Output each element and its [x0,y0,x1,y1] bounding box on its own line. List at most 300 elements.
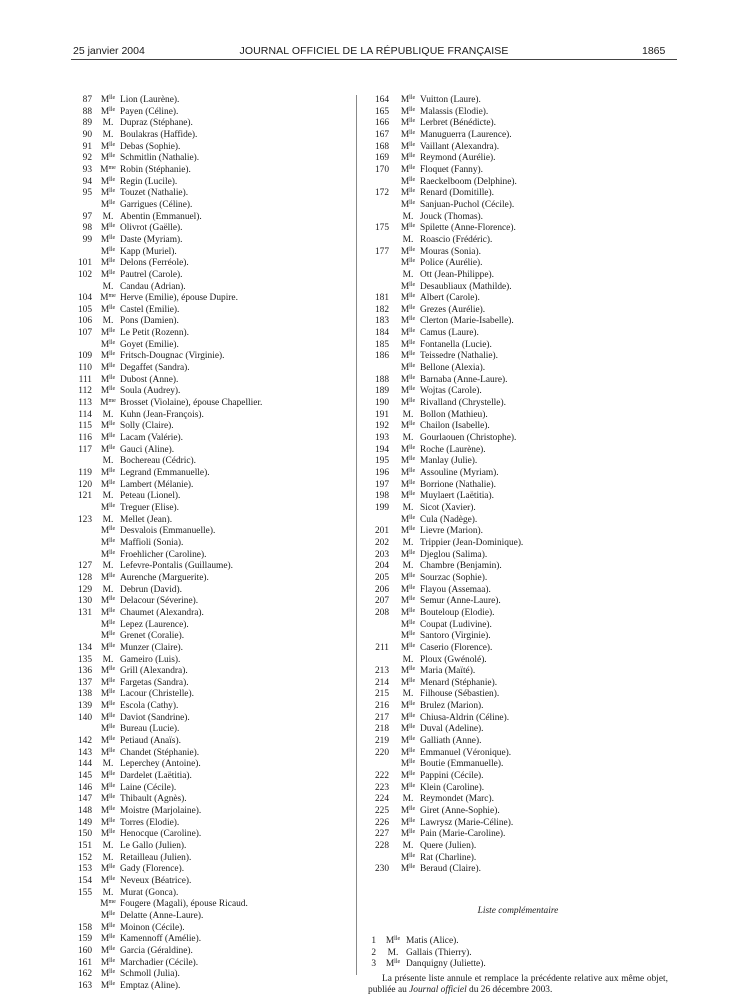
person-name: Moinon (Cécile). [120,922,185,933]
list-item [72,270,344,282]
civility-title: $M^{lle}$ [100,724,116,735]
civility-title: $M^{lle}$ [100,782,116,793]
rank-number: 224 [374,794,389,805]
civility-title: $M^{lle}$ [385,936,401,946]
list-item [368,153,668,165]
person-name: Fritsch-Dougnac (Virginie). [120,351,225,362]
person-name: Police (Aurélie). [420,258,483,269]
rank-number: 169 [374,153,389,164]
civility-title: $M^{lle}$ [400,106,416,117]
rank-number: 208 [374,607,389,618]
civility-title: $M^{lle}$ [400,852,416,863]
civility-title: $M^{lle}$ [400,631,416,642]
civility-title: $M^{lle}$ [400,199,416,210]
civility-title: M. [102,561,114,572]
list-item [368,864,668,876]
civility-title: $M^{lle}$ [400,526,416,537]
person-name: Gady (Florence). [120,864,185,875]
list-item [72,316,344,328]
list-item [368,771,668,783]
list-item [368,398,668,410]
civility-title: $M^{lle}$ [400,95,416,105]
civility-title: $M^{lle}$ [400,864,416,875]
list-item [72,398,344,410]
list-item [368,596,668,608]
person-name: Roche (Laurène). [420,444,486,455]
person-name: Grezes (Aurélie). [420,304,486,315]
list-item [368,794,668,806]
rank-number: 165 [374,106,389,117]
rank-number: 160 [77,945,92,956]
person-name: Brosset (Violaine), épouse Chapellier. [120,398,263,409]
list-item [368,713,668,725]
civility-title: $M^{lle}$ [100,258,116,269]
civility-title: M. [402,502,414,513]
civility-title: $M^{lle}$ [400,118,416,129]
civility-title: $M^{lle}$ [100,572,116,583]
rank-number: 127 [77,561,92,572]
person-name: Sanjuan-Puchol (Cécile). [420,199,515,210]
civility-title: $M^{me}$ [100,293,116,304]
list-item [368,282,668,294]
civility-title: $M^{lle}$ [400,701,416,712]
civility-title: $M^{lle}$ [100,234,116,245]
civility-title: M. [102,514,114,525]
person-name: Wojtas (Carole). [420,386,482,397]
rank-number: 168 [374,141,389,152]
list-item [368,107,668,119]
list-item [72,596,344,608]
rank-number: 143 [77,747,92,758]
person-name: Garcia (Géraldine). [120,945,193,956]
list-item [368,200,668,212]
left-column-list [72,95,344,993]
civility-title: $M^{me}$ [100,398,116,409]
person-name: Coupat (Ludivine). [420,619,492,630]
list-item [368,480,668,492]
list-item [368,538,668,550]
civility-title: M. [102,852,114,863]
civility-title: $M^{lle}$ [100,269,116,280]
person-name: Malassis (Elodie). [420,106,489,117]
list-item [368,118,668,130]
person-name: Legrand (Emmanuelle). [120,468,210,478]
rank-number: 137 [77,677,92,688]
rank-number: 167 [374,129,389,140]
rank-number: 189 [374,386,389,397]
rank-number: 123 [77,514,92,525]
person-name: Sicot (Xavier). [420,502,476,513]
person-name: Le Petit (Rozenn). [120,328,189,339]
list-item [72,223,344,235]
civility-title: M. [102,841,114,851]
person-name: Emmanuel (Véronique). [420,747,512,758]
list-item [72,375,344,387]
list-item [368,655,668,667]
person-name: Clerton (Marie-Isabelle). [420,316,514,327]
list-item [72,573,344,585]
person-name: Lievre (Marion). [420,526,483,537]
civility-title: $M^{lle}$ [100,736,116,747]
list-item [368,351,668,363]
rank-number: 111 [78,374,92,385]
rank-number: 218 [374,724,389,735]
person-name: Moistre (Marjolaine). [120,806,202,817]
civility-title: $M^{lle}$ [100,701,116,712]
rank-number: 177 [374,246,389,257]
rank-number: 135 [77,654,92,665]
rank-number: 129 [77,584,92,595]
civility-title: M. [102,409,114,420]
rank-number: 136 [77,666,92,677]
civility-title: M. [402,537,414,548]
rank-number: 109 [77,351,92,362]
civility-title: $M^{lle}$ [100,957,116,968]
list-item [368,386,668,398]
list-item [368,142,668,154]
person-name: Santoro (Virginie). [420,631,491,642]
person-name: Grenet (Coralie). [120,631,185,642]
civility-title: M. [402,211,414,222]
civility-title: $M^{lle}$ [400,736,416,747]
person-name: Marchadier (Cécile). [120,957,199,968]
person-name: Chambre (Benjamin). [420,561,502,572]
person-name: Retailleau (Julien). [120,852,192,863]
list-item [368,620,668,632]
civility-title: $M^{lle}$ [400,293,416,304]
civility-title: $M^{lle}$ [400,666,416,677]
person-name: Rivalland (Chrystelle). [420,398,506,409]
rank-number: 195 [374,456,389,467]
list-item [72,631,344,643]
civility-title: $M^{lle}$ [100,468,116,478]
rank-number: 97 [82,211,92,222]
list-item [72,736,344,748]
person-name: Bouteloup (Elodie). [420,607,495,618]
civility-title: $M^{lle}$ [100,339,116,350]
civility-title: $M^{lle}$ [400,829,416,840]
civility-title: $M^{lle}$ [100,794,116,805]
civility-title: $M^{lle}$ [400,619,416,630]
rank-number: 145 [77,771,92,782]
civility-title: $M^{lle}$ [400,258,416,269]
civility-title: $M^{lle}$ [400,176,416,187]
person-name: Reymond (Aurélie). [420,153,496,164]
civility-title: $M^{lle}$ [400,304,416,315]
civility-title: M. [402,234,414,245]
civility-title: $M^{lle}$ [100,386,116,397]
rank-number: 131 [77,607,92,618]
civility-title: $M^{lle}$ [400,468,416,478]
rank-number: 214 [374,677,389,688]
list-item [72,386,344,398]
list-item [72,107,344,119]
list-item [368,724,668,736]
list-item [368,608,668,620]
list-item [368,235,668,247]
rank-number: 191 [374,409,389,420]
rank-number: 104 [77,293,92,304]
list-item [72,655,344,667]
rank-number: 155 [77,887,92,898]
list-item [368,212,668,224]
civility-title: $M^{lle}$ [100,689,116,700]
civility-title: $M^{lle}$ [100,246,116,257]
person-name: Roascio (Frédéric). [420,234,493,245]
header-title: JOURNAL OFFICIEL DE LA RÉPUBLIQUE FRANÇAISE [239,45,509,57]
right-column-list [368,95,668,876]
civility-title: $M^{lle}$ [100,969,116,980]
civility-title: $M^{lle}$ [400,351,416,362]
person-name: Petiaud (Anaïs). [120,736,181,747]
list-item [72,981,344,993]
civility-title: $M^{lle}$ [400,759,416,770]
list-item [72,620,344,632]
person-name: Reymondet (Marc). [420,794,494,805]
person-name: Vuitton (Laure). [420,95,481,105]
list-item [368,375,668,387]
person-name: Goyet (Emilie). [120,339,179,350]
person-name: Herve (Emilie), épouse Dupire. [120,293,238,304]
rank-number: 193 [374,433,389,444]
rank-number: 196 [374,468,389,478]
civility-title: M. [102,456,114,467]
person-name: Giret (Anne-Sophie). [420,806,500,817]
list-item [72,351,344,363]
rank-number: 159 [77,934,92,945]
rank-number: 120 [77,479,92,490]
person-name: Lacour (Christelle). [120,689,194,700]
person-name: Fargetas (Sandra). [120,677,189,688]
list-item [368,270,668,282]
rank-number: 89 [82,118,92,129]
civility-title: $M^{lle}$ [100,980,116,991]
person-name: Aurenche (Marguerite). [120,572,209,583]
rank-number: 204 [374,561,389,572]
rank-number: 94 [82,176,92,187]
civility-title: $M^{lle}$ [100,328,116,339]
header-rule [71,59,677,60]
list-item [72,305,344,317]
rank-number: 185 [374,339,389,350]
rank-number: 98 [82,223,92,234]
list-item [72,853,344,865]
header-date: 25 janvier 2004 [73,45,145,57]
list-item [72,713,344,725]
rank-number: 152 [77,852,92,863]
civility-title: $M^{me}$ [100,899,116,910]
person-name: Maria (Maïté). [420,666,476,677]
rank-number: 219 [374,736,389,747]
rank-number: 188 [374,374,389,385]
rank-number: 121 [77,491,92,502]
civility-title: $M^{lle}$ [400,129,416,140]
person-name: Lambert (Mélanie). [120,479,194,490]
rank-number: 106 [77,316,92,327]
person-name: Chiusa-Aldrin (Céline). [420,712,510,723]
civility-title: $M^{lle}$ [400,421,416,432]
civility-title: $M^{lle}$ [400,398,416,409]
civility-title: $M^{lle}$ [400,444,416,455]
person-name: Emptaz (Aline). [120,980,181,991]
list-item [368,959,668,971]
person-name: Djeglou (Salima). [420,549,488,560]
rank-number: 183 [374,316,389,327]
rank-number: 202 [374,537,389,548]
civility-title: $M^{lle}$ [100,806,116,817]
civility-title: $M^{lle}$ [100,596,116,607]
civility-title: $M^{lle}$ [400,549,416,560]
rank-number: 107 [77,328,92,339]
civility-title: M. [102,316,114,327]
rank-number: 164 [374,95,389,105]
list-item [72,759,344,771]
list-item [72,200,344,212]
person-name: Vaillant (Alexandra). [420,141,500,152]
civility-title: $M^{lle}$ [400,782,416,793]
list-item [72,165,344,177]
civility-title: $M^{lle}$ [400,584,416,595]
list-item [368,585,668,597]
list-item [368,806,668,818]
rank-number: 215 [374,689,389,700]
person-name: Boutie (Emmanuelle). [420,759,504,770]
civility-title: $M^{lle}$ [100,945,116,956]
rank-number: 151 [77,841,92,851]
civility-title: $M^{me}$ [100,164,116,175]
civility-title: M. [102,281,114,292]
rank-number: 144 [77,759,92,770]
rank-number: 184 [374,328,389,339]
person-name: Solly (Claire). [120,421,174,432]
page-header [0,45,748,59]
list-item [72,188,344,200]
person-name: Neveux (Béatrice). [120,875,192,886]
civility-title: $M^{lle}$ [100,433,116,444]
person-name: Castel (Emilie). [120,304,180,315]
rank-number: 206 [374,584,389,595]
person-name: Manlay (Julie). [420,456,478,467]
civility-title: M. [102,118,114,129]
rank-number: 147 [77,794,92,805]
civility-title: $M^{lle}$ [400,363,416,374]
person-name: Daviot (Sandrine). [120,712,190,723]
person-name: Chaumet (Alexandra). [120,607,204,618]
civility-title: $M^{lle}$ [400,677,416,688]
list-item [72,95,344,107]
list-item [72,876,344,888]
list-item [72,258,344,270]
person-name: Duval (Adeline). [420,724,484,735]
rank-number: 161 [77,957,92,968]
person-name: Pautrel (Carole). [120,269,183,280]
list-item [72,340,344,352]
list-item [72,864,344,876]
civility-title: $M^{lle}$ [400,491,416,502]
civility-title: $M^{lle}$ [100,95,116,105]
list-item [368,948,668,960]
civility-title: $M^{lle}$ [100,176,116,187]
rank-number: 154 [77,875,92,886]
list-item [72,689,344,701]
list-item [368,433,668,445]
civility-title: M. [102,211,114,222]
rank-number: 198 [374,491,389,502]
person-name: Pappini (Cécile). [420,771,484,782]
list-item [72,969,344,981]
list-item [368,631,668,643]
rank-number: 175 [374,223,389,234]
list-item [72,468,344,480]
civility-title: M. [402,409,414,420]
rank-number: 90 [82,129,92,140]
person-name: Barnaba (Anne-Laure). [420,374,508,385]
list-item [72,724,344,736]
rank-number: 163 [77,980,92,991]
list-item [368,666,668,678]
person-name: Peteau (Lionel). [120,491,181,502]
person-name: Floquet (Fanny). [420,164,484,175]
civility-title: $M^{lle}$ [100,537,116,548]
person-name: Muylaert (Laëtitia). [420,491,494,502]
list-item [72,212,344,224]
rank-number: 92 [82,153,92,164]
civility-title: $M^{lle}$ [100,875,116,886]
civility-title: $M^{lle}$ [400,572,416,583]
rank-number: 194 [374,444,389,455]
person-name: Delacour (Séverine). [120,596,199,607]
person-name: Cula (Nadège). [420,514,478,525]
civility-title: M. [102,491,114,502]
list-item [368,130,668,142]
person-name: Grill (Alexandra). [120,666,188,677]
list-item [368,783,668,795]
civility-title: $M^{lle}$ [400,642,416,653]
person-name: Soula (Audrey). [120,386,181,397]
rank-number: 91 [82,141,92,152]
person-name: Delatte (Anne-Laure). [120,910,204,921]
rank-number: 162 [77,969,92,980]
rank-number: 102 [77,269,92,280]
rank-number: 203 [374,549,389,560]
person-name: Manuguerra (Laurence). [420,129,512,140]
person-name: Candau (Adrian). [120,281,186,292]
list-item [72,818,344,830]
civility-title: $M^{lle}$ [100,642,116,653]
list-item [72,561,344,573]
civility-title: $M^{lle}$ [400,747,416,758]
list-item [72,806,344,818]
person-name: Boulakras (Haffide). [120,129,198,140]
list-item [72,701,344,713]
rank-number: 182 [374,304,389,315]
person-name: Pons (Damien). [120,316,179,327]
person-name: Jouck (Thomas). [420,211,484,222]
rank-number: 140 [77,712,92,723]
civility-title: $M^{lle}$ [400,386,416,397]
civility-title: $M^{lle}$ [100,444,116,455]
civility-title: M. [402,433,414,444]
civility-title: M. [102,654,114,665]
civility-title: M. [402,269,414,280]
list-item [72,247,344,259]
rank-number: 227 [374,829,389,840]
person-name: Lepez (Laurence). [120,619,189,630]
civility-title: $M^{lle}$ [100,549,116,560]
person-name: Torres (Elodie). [120,817,180,828]
person-name: Abentin (Emmanuel). [120,211,202,222]
person-name: Dubost (Anne). [120,374,179,385]
